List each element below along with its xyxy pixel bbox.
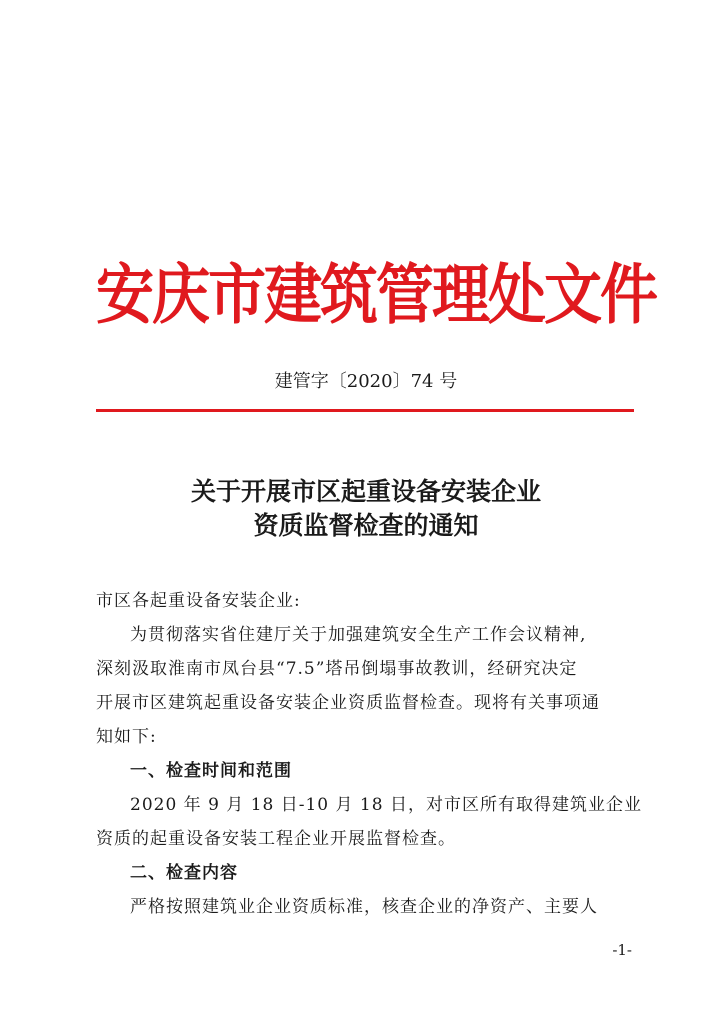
section-1-heading: 一、检查时间和范围: [130, 761, 292, 781]
intro-line-4: 知如下:: [96, 727, 157, 747]
intro-line-1: 为贯彻落实省住建厅关于加强建筑安全生产工作会议精神,: [130, 625, 587, 645]
salutation: 市区各起重设备安装企业:: [96, 591, 301, 611]
section-1-line-2: 资质的起重设备安装工程企业开展监督检查。: [96, 829, 456, 849]
section-2-line-1: 严格按照建筑业企业资质标准，核查企业的净资产、主要人: [130, 897, 598, 917]
masthead-title: 安庆市建筑管理处文件: [96, 256, 657, 333]
intro-line-2: 深刻汲取淮南市凤台县“7.5”塔吊倒塌事故教训，经研究决定: [96, 659, 578, 679]
document-number: 建管字〔2020〕74 号: [274, 371, 458, 392]
notice-title-line-1: 关于开展市区起重设备安装企业: [190, 477, 541, 506]
red-divider-line: [96, 409, 634, 412]
notice-title-line-2: 资质监督检查的通知: [253, 511, 479, 540]
section-2-heading: 二、检查内容: [130, 863, 238, 883]
notice-title: [96, 475, 636, 543]
section-1-line-1: 2020 年 9 月 18 日-10 月 18 日，对市区所有取得建筑业企业: [130, 795, 642, 815]
page-number: -1-: [612, 941, 632, 959]
intro-line-3: 开展市区建筑起重设备安装企业资质监督检查。现将有关事项通: [96, 693, 600, 713]
